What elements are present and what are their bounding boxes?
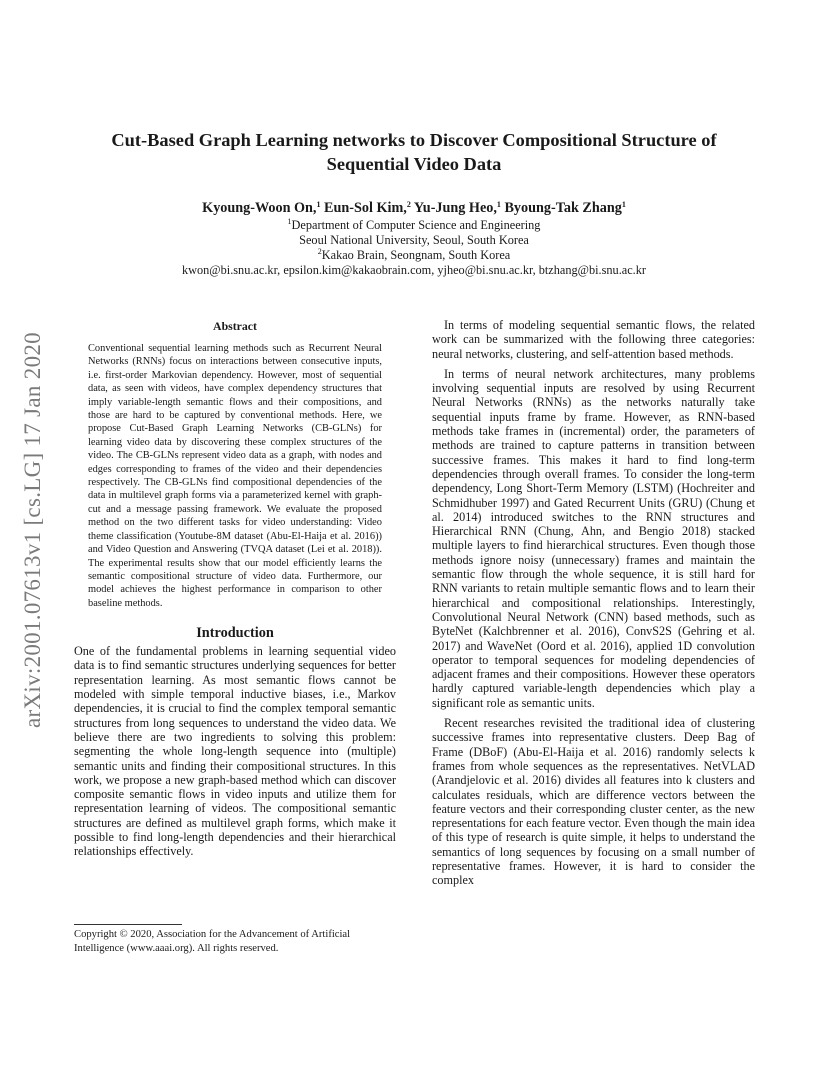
- author-name: Eun-Sol Kim,: [324, 200, 407, 216]
- author-name: Kyoung-Woon On,: [202, 200, 317, 216]
- body-paragraph: In terms of neural network architectures, many problems involving sequential inputs are resolved by using Recurrent Neural Networks (RNNs) as the networks naturally take sequential inputs frame by frame. However, as RNN-based methods take frames in (incremental) order, the parameters of methods are trained to capture patterns in transition between successive frames. This makes it hard to find long-term dependencies through overall frames. To consider the long-term dependency, Long Short-Term Memory (LSTM) (Hochreiter and Schmidhuber 1997) and Gated Recurrent Units (GRU) (Chung et al. 2014) introduced switches to the RNN structures and Hierarchical RNN (Chung, Ahn, and Bengio 2018) stacked multiple layers to find hierarchical structures. Even though those methods ignore noisy (unnecessary) frames and maintain the semantic flow through the whole sequence, it is still hard for RNN variants to retain multiple semantic flows and to learn their hierarchical and compositional relationships. Interestingly, Convolutional Neural Network (CNN) based methods, such as ByteNet (Kalchbrenner et al. 2016), ConvS2S (Gehring et al. 2017) and WaveNet (Oord et al. 2016), applied 1D convolution operator to temporal sequences for modeling dependencies of adjacent frames and their compositions. However these operators hardly captured variable-length dependencies which play a significant role as semantic units.: [432, 366, 755, 710]
- title-line-1: Cut-Based Graph Learning networks to Discover Compositional Structure of: [111, 130, 717, 150]
- author-affiliation-mark: 2: [406, 200, 411, 209]
- author-name: Yu-Jung Heo,: [413, 200, 497, 216]
- affiliation-mark: 1: [287, 217, 292, 226]
- affiliation-mark: 2: [317, 247, 322, 256]
- right-column: [432, 318, 755, 888]
- affiliation-text: Department of Computer Science and Engineering: [291, 218, 541, 232]
- abstract-text: Conventional sequential learning methods such as Recurrent Neural Networks (RNNs) focus on interactions between consecutive inputs, i.e. first-order Markovian dependency. However, most of sequential data, as seen with videos, have complex dependency structures that imply variable-length semantic flows and their compositions, and those are hard to be captured by conventional methods. Here, we propose Cut-Based Graph Learning Networks (CB-GLNs) for learning video data by discovering these complex structures of the video. The CB-GLNs represent video data as a graph, with nodes and edges corresponding to frames of the video and their dependencies respectively. The CB-GLNs find compositional dependencies of the data in multilevel graph forms via a parameterized kernel with graph-cut and a message passing framework. We evaluate the proposed method on the two different tasks for video understanding: Video theme classification (Youtube-8M dataset (Abu-El-Haija et al. 2016)) and Video Question and Answering (TVQA dataset (Lei et al. 2018)). The experimental results show that our model efficiently learns the semantic compositional structure of video data. Furthermore, our model achieves the highest performance in comparison to other baseline methods.: [88, 343, 382, 609]
- footnote-divider: [74, 924, 182, 925]
- author-emails: kwon@bi.snu.ac.kr, epsilon.kim@kakaobrain.com, yjheo@bi.snu.ac.kr, btzhang@bi.snu.ac.kr: [181, 263, 646, 277]
- paper-title: [80, 128, 748, 176]
- copyright-notice: Copyright © 2020, Association for the Advancement of Artificial Intelligence (www.aaai.org). All rights reserved.: [74, 929, 351, 954]
- introduction-paragraph: One of the fundamental problems in learning sequential video data is to find semantic structures underlying sequences for better representation learning. As most semantic flows cannot be modeled with simple temporal inductive biases, i.e., Markov dependencies, it is crucial to find the complex temporal semantic structures from long sequences to understand the video data. We believe there are two ingredients to solving this problem: segmenting the whole long-length sequence into (multiple) semantic units and finding their compositional structures. In this work, we propose a new graph-based method which can discover composite semantic flows in video inputs and utilize them for representation learning of videos. The compositional semantic structures are defined as multilevel graph forms, which make it possible to find long-length dependencies and their hierarchical relationships effectively.: [74, 644, 396, 859]
- author-affiliation-mark: 1: [621, 200, 626, 209]
- arxiv-identifier-stamp: [8, 290, 58, 770]
- introduction-heading: Introduction: [196, 625, 274, 642]
- title-line-2: Sequential Video Data: [326, 154, 502, 174]
- left-column: [74, 318, 396, 859]
- author-list: [80, 198, 748, 218]
- author-name: Byoung-Tak Zhang: [504, 200, 622, 216]
- affiliation-2-line-1: [80, 247, 748, 263]
- abstract-heading: Abstract: [213, 319, 257, 333]
- affiliation-1-line-2: Seoul National University, Seoul, South Korea: [299, 233, 529, 247]
- body-paragraph: In terms of modeling sequential semantic flows, the related work can be summarized with the following three categories: neural networks, clustering, and self-attention based methods.: [432, 318, 755, 361]
- author-affiliation-mark: 1: [316, 200, 321, 209]
- affiliation-text: Kakao Brain, Seongnam, South Korea: [321, 248, 511, 262]
- author-affiliation-mark: 1: [496, 200, 501, 209]
- affiliation-1-line-1: [80, 217, 748, 233]
- arxiv-stamp-text: arXiv:2001.07613v1 [cs.LG] 17 Jan 2020: [20, 332, 45, 728]
- body-paragraph: Recent researches revisited the traditional idea of clustering successive frames into representative clusters. Deep Bag of Frame (DBoF) (Abu-El-Haija et al. 2016) randomly selects k frames from whole sequences as the representatives. NetVLAD (Arandjelovic et al. 2016) divides all features into k clusters and calculates residuals, which are difference vectors between the feature vectors and their corresponding cluster center, as the new representations for each feature vector. Even though the main idea of this type of research is quite simple, it helps to understand the semantics of long sequences by focusing on a small number of representative frames. However, it is hard to consider the complex: [432, 716, 755, 888]
